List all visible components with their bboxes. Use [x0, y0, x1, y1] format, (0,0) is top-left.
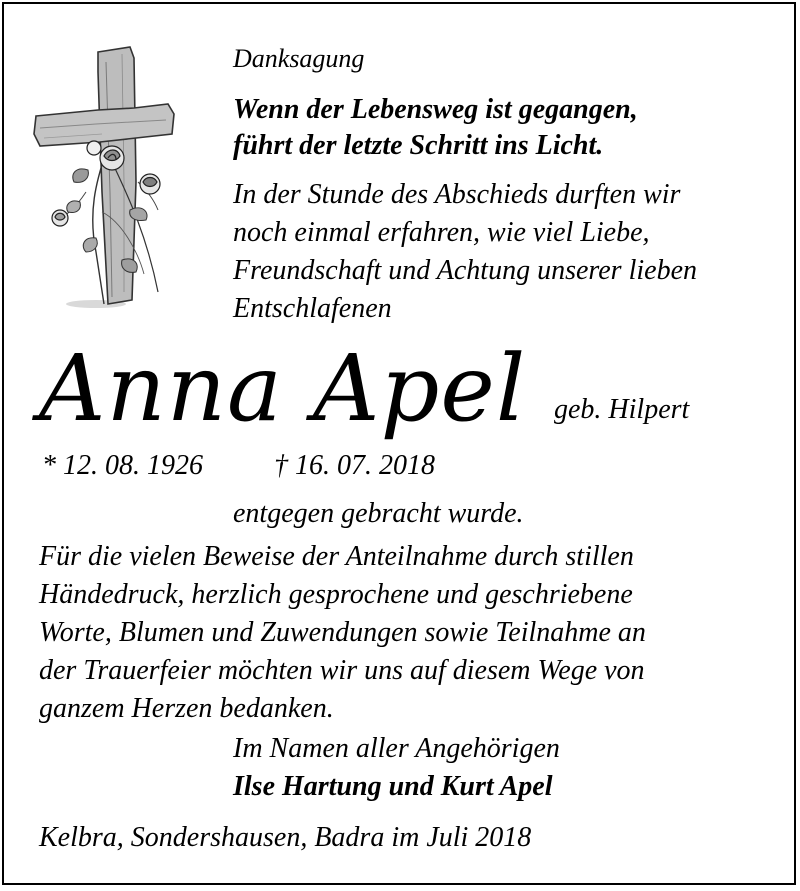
motto-line: Wenn der Lebensweg ist gegangen,	[233, 94, 638, 125]
signers: Ilse Hartung und Kurt Apel	[233, 771, 553, 802]
thanks-text	[39, 538, 646, 728]
maiden-name: geb. Hilpert	[554, 394, 690, 425]
thanks-line: Händedruck, herzlich gesprochene und geschriebene	[39, 579, 633, 610]
thanks-line: Worte, Blumen und Zuwendungen sowie Teilnahme an	[39, 617, 646, 648]
birth-date: * 12. 08. 1926	[42, 450, 203, 481]
heading: Danksagung	[233, 44, 365, 73]
intro-continuation: entgegen gebracht wurde.	[233, 498, 524, 529]
on-behalf-line: Im Namen aller Angehörigen	[233, 733, 560, 764]
death-date: † 16. 07. 2018	[274, 450, 435, 481]
deceased-name: Anna Apel	[39, 335, 527, 442]
intro-line: noch einmal erfahren, wie viel Liebe,	[233, 217, 650, 248]
motto-line: führt der letzte Schritt ins Licht.	[233, 130, 604, 161]
intro-text	[233, 176, 697, 328]
motto	[233, 92, 638, 164]
intro-line: Freundschaft und Achtung unserer lieben	[233, 255, 697, 286]
obituary-notice	[2, 2, 796, 885]
thanks-line: der Trauerfeier möchten wir uns auf diesem Wege von	[39, 655, 645, 686]
place-and-date: Kelbra, Sondershausen, Badra im Juli 2018	[39, 822, 532, 853]
intro-line: In der Stunde des Abschieds durften wir	[233, 179, 681, 210]
thanks-line: ganzem Herzen bedanken.	[39, 693, 334, 724]
cross-with-roses-icon	[26, 42, 176, 312]
thanks-line: Für die vielen Beweise der Anteilnahme durch stillen	[39, 541, 634, 572]
intro-line: Entschlafenen	[233, 293, 392, 324]
